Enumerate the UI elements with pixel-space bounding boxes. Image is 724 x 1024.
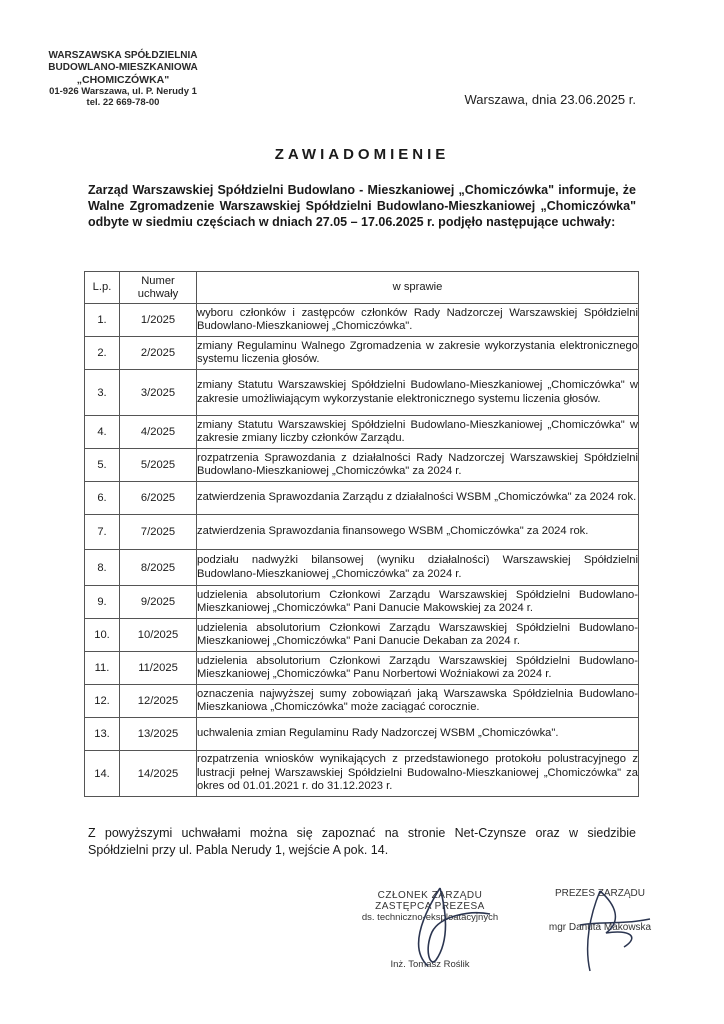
table-row <box>85 586 639 619</box>
row-lp: 3. <box>85 370 120 416</box>
row-subject: wyboru członków i zastępców członków Rady Nadzorczej Warszawskiej Spółdzielni Budowlano-Mieszkaniowej „Chomiczówka". <box>197 304 639 337</box>
table-row <box>85 370 639 416</box>
row-resolution-number: 2/2025 <box>120 337 197 370</box>
row-resolution-number: 1/2025 <box>120 304 197 337</box>
row-lp: 12. <box>85 685 120 718</box>
table-row <box>85 685 639 718</box>
row-subject: zmiany Statutu Warszawskiej Spółdzielni Budowlano-Mieszkaniowej „Chomiczówka" w zakresie zmiany liczby członków Zarządu. <box>197 416 639 449</box>
signature-left-role-2: ZASTĘPCA PREZESA <box>375 901 485 912</box>
row-subject: udzielenia absolutorium Członkowi Zarządu Warszawskiej Spółdzielni Budowlano-Mieszkaniowej „Chomiczówka" Pani Danucie Makowskiej za 2024 r. <box>197 586 639 619</box>
row-subject: oznaczenia najwyższej sumy zobowiązań jaką Warszawska Spółdzielnia Budowlano-Mieszkaniowa „Chomiczówka" może zaciągać corocznie. <box>197 685 639 718</box>
letterhead-address: 01-926 Warszawa, ul. P. Nerudy 1 <box>49 86 197 97</box>
row-lp: 4. <box>85 416 120 449</box>
row-lp: 2. <box>85 337 120 370</box>
row-resolution-number: 6/2025 <box>120 482 197 515</box>
row-resolution-number: 10/2025 <box>120 619 197 652</box>
signature-right-role: PREZES ZARZĄDU <box>554 888 645 899</box>
letterhead-phone: tel. 22 669-78-00 <box>86 97 160 108</box>
row-subject: rozpatrzenia wniosków wynikających z przedstawionego protokołu polustracyjnego z lustracji pełnej Warszawskiej Spółdzielni Budowalno-Mieszkaniowej „Chomiczówka" za okres od 01.01.2021 r. do 31.12.2023 r. <box>197 751 639 797</box>
table-row <box>85 652 639 685</box>
row-subject: udzielenia absolutorium Członkowi Zarządu Warszawskiej Spółdzielni Budowlano-Mieszkaniowej „Chomiczówka" Panu Norbertowi Woźniakowi za 2024 r. <box>197 652 639 685</box>
document-title: ZAWIADOMIENIE <box>274 146 450 163</box>
signature-left-person: Inż. Tomasz Roślik <box>390 959 470 970</box>
table-row <box>85 619 639 652</box>
row-resolution-number: 8/2025 <box>120 550 197 586</box>
table-row <box>85 416 639 449</box>
row-resolution-number: 3/2025 <box>120 370 197 416</box>
row-subject: uchwalenia zmian Regulaminu Rady Nadzorczej WSBM „Chomiczówka". <box>197 718 639 751</box>
header-lp: L.p. <box>85 272 120 304</box>
letterhead-line-3: „CHOMICZÓWKA" <box>76 74 170 86</box>
row-lp: 10. <box>85 619 120 652</box>
table-body <box>85 304 639 797</box>
table-row <box>85 751 639 797</box>
table-row <box>85 337 639 370</box>
row-lp: 9. <box>85 586 120 619</box>
row-lp: 6. <box>85 482 120 515</box>
signature-left-role: CZŁONEK ZARZĄDU <box>377 890 483 901</box>
row-lp: 14. <box>85 751 120 797</box>
row-subject: zmiany Statutu Warszawskiej Spółdzielni Budowlano-Mieszkaniowej „Chomiczówka" w zakresie umożliwiającym wykorzystanie elektronicznego systemu liczenia głosów. <box>197 370 639 416</box>
row-subject: podziału nadwyżki bilansowej (wyniku działalności) Warszawskiej Spółdzielni Budowlano-Mieszkaniowej „Chomiczówka" za 2024 r. <box>197 550 639 586</box>
row-lp: 1. <box>85 304 120 337</box>
row-resolution-number: 11/2025 <box>120 652 197 685</box>
row-subject: zatwierdzenia Sprawozdania Zarządu z działalności WSBM „Chomiczówka" za 2024 rok. <box>197 482 639 515</box>
table-row <box>85 304 639 337</box>
table-row <box>85 718 639 751</box>
letterhead <box>28 50 218 108</box>
letterhead-line-1: WARSZAWSKA SPÓŁDZIELNIA <box>48 50 198 61</box>
table-row <box>85 515 639 550</box>
row-resolution-number: 12/2025 <box>120 685 197 718</box>
header-subject: w sprawie <box>197 272 639 304</box>
table-row <box>85 550 639 586</box>
intro-paragraph: Zarząd Warszawskiej Spółdzielni Budowlano - Mieszkaniowej „Chomiczówka" informuje, że Walne Zgromadzenie Warszawskiej Spółdzielni Budowlano-Mieszkaniowej „Chomiczówka" odbyte w siedmiu częściach w dniach 27.05 – 17.06.2025 r. podjęło następujące uchwały: <box>88 183 636 229</box>
row-resolution-number: 9/2025 <box>120 586 197 619</box>
handwritten-signature-left <box>380 880 510 970</box>
handwritten-signature-right <box>560 885 670 975</box>
resolutions-table <box>84 271 639 797</box>
table-row <box>85 449 639 482</box>
row-resolution-number: 14/2025 <box>120 751 197 797</box>
signature-left-role-3: ds. techniczno-eksploatacyjnych <box>361 912 499 923</box>
footer-paragraph: Z powyższymi uchwałami można się zapoznać na stronie Net-Czynsze oraz w siedzibie Spółdzielni przy ul. Pabla Nerudy 1, wejście A pok. 14. <box>88 826 636 857</box>
row-subject: zmiany Regulaminu Walnego Zgromadzenia w zakresie wykorzystania elektronicznego systemu liczenia głosów. <box>197 337 639 370</box>
letterhead-line-2: BUDOWLANO-MIESZKANIOWA <box>48 62 198 73</box>
table-header-row <box>85 272 639 304</box>
row-lp: 11. <box>85 652 120 685</box>
row-lp: 8. <box>85 550 120 586</box>
row-subject: udzielenia absolutorium Członkowi Zarządu Warszawskiej Spółdzielni Budowlano-Mieszkaniowej „Chomiczówka" Pani Danucie Dekaban za 2024 r. <box>197 619 639 652</box>
row-subject: rozpatrzenia Sprawozdania z działalności Rady Nadzorczej Warszawskiej Spółdzielni Budowlano-Mieszkaniowej „Chomiczówka" za 2024 r. <box>197 449 639 482</box>
row-subject: zatwierdzenia Sprawozdania finansowego WSBM „Chomiczówka" za 2024 rok. <box>197 515 639 550</box>
table-row <box>85 482 639 515</box>
row-resolution-number: 7/2025 <box>120 515 197 550</box>
header-number: Numer uchwały <box>120 272 197 304</box>
row-resolution-number: 5/2025 <box>120 449 197 482</box>
row-resolution-number: 13/2025 <box>120 718 197 751</box>
row-lp: 5. <box>85 449 120 482</box>
document-date: Warszawa, dnia 23.06.2025 r. <box>464 92 636 107</box>
row-lp: 13. <box>85 718 120 751</box>
row-lp: 7. <box>85 515 120 550</box>
row-resolution-number: 4/2025 <box>120 416 197 449</box>
signature-right-person: mgr Danuta Makowska <box>548 922 652 933</box>
